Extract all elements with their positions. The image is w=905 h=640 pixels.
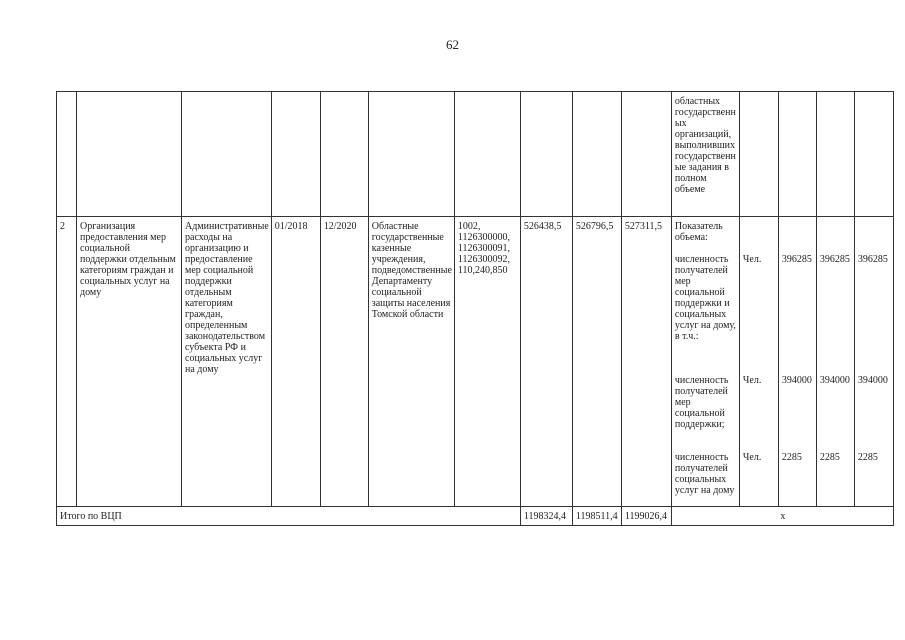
indicator-3-year-1: 2285 [781,452,802,463]
indicator-3-unit: Чел. [742,452,762,463]
total-year-2: 1198511,4 [572,507,621,526]
table-row-continuation [57,92,894,217]
indicator-year-1-cell [778,217,816,507]
program-table [56,91,894,526]
page-number: 62 [446,37,459,52]
indicator-unit-cell [739,217,778,507]
indicator-1-unit: Чел. [742,254,762,265]
indicator-2-year-3: 394000 [857,375,888,386]
total-year-3: 1199026,4 [621,507,671,526]
total-label: Итого по ВЦП [57,507,521,526]
activity-name: Организация предоставления мер социальной поддержки отдельным категориям граждан и социальных услуг на дому [77,217,182,507]
funding-year-2: 526796,5 [572,217,621,507]
indicator-continuation: областных государственн ых организаций, выполнивших государственн ые задания в полном объеме [671,92,739,217]
table-row-total [57,507,894,526]
indicator-year-3-cell [854,217,893,507]
budget-codes: 1002, 1126300000, 1126300091, 1126300092, 110,240,850 [454,217,520,507]
total-mark: x [671,507,893,526]
row-number: 2 [57,217,77,507]
indicator-1-year-1: 396285 [781,254,812,265]
funding-year-1: 526438,5 [520,217,572,507]
indicator-2-year-2: 394000 [819,375,850,386]
indicator-1-year-2: 396285 [819,254,850,265]
expense-type: Административные расходы на организацию и предоставление мер социальной поддержки отдельным категориям граждан, определенным законодательством субъекта РФ и социальных услуг на дому [182,217,272,507]
indicator-1-year-3: 396285 [857,254,888,265]
indicator-1: численность получателей мер социальной поддержки и социальных услуг на дому, в т.ч.: [674,254,736,342]
indicator-2-year-1: 394000 [781,375,812,386]
indicator-3-year-3: 2285 [857,452,878,463]
indicator-header: Показатель объема: [674,221,723,243]
table-row-activity [57,217,894,507]
executor: Областные государственные казенные учреждения, подведомственные Департаменту социальной защиты населения Томской области [368,217,454,507]
total-year-1: 1198324,4 [520,507,572,526]
indicator-3: численность получателей социальных услуг на дому [674,452,735,496]
indicator-2-unit: Чел. [742,375,762,386]
indicator-3-year-2: 2285 [819,452,840,463]
indicator-2: численность получателей мер социальной поддержки; [674,375,729,430]
start-date: 01/2018 [271,217,320,507]
end-date: 12/2020 [320,217,368,507]
funding-year-3: 527311,5 [621,217,671,507]
indicator-year-2-cell [816,217,854,507]
indicator-cell [671,217,739,507]
